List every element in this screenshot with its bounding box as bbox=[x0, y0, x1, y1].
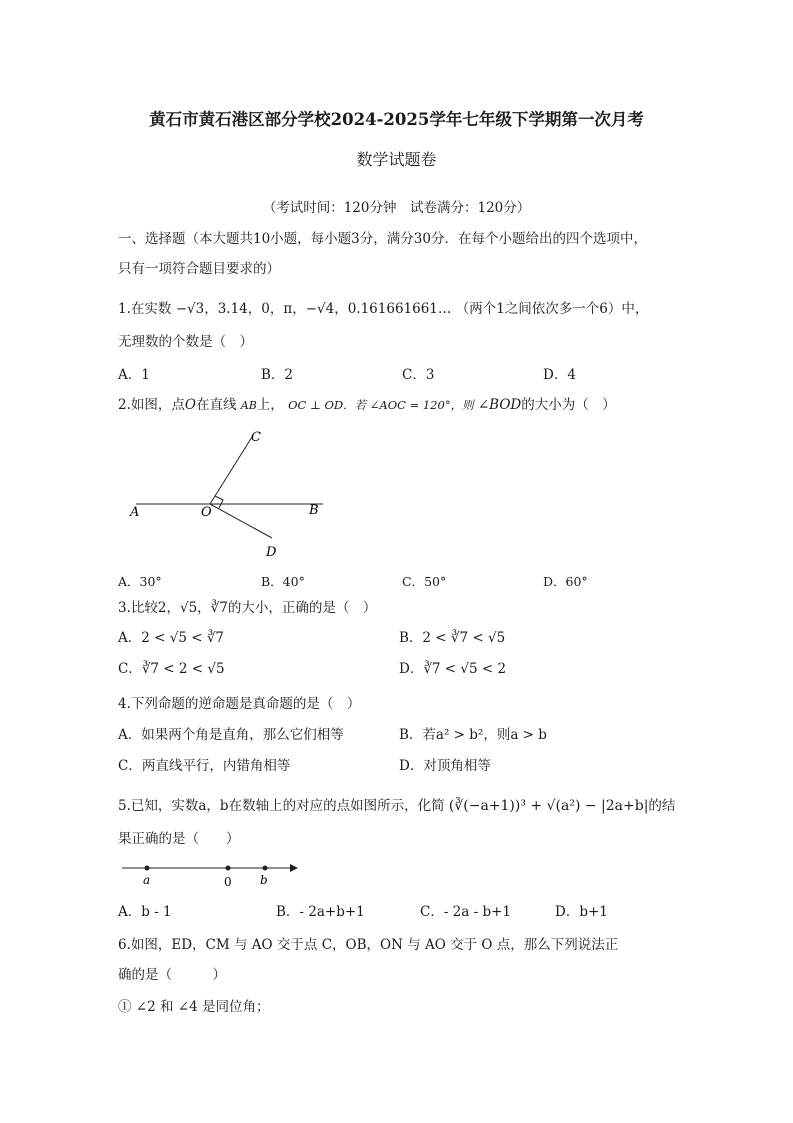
q3-option-a: A．2 < √5 < ∛7 bbox=[118, 630, 225, 646]
question-5 bbox=[118, 797, 675, 815]
q2-text-b: 在直线 bbox=[195, 397, 237, 413]
label-a: A bbox=[130, 505, 140, 520]
right-angle-mark bbox=[215, 496, 223, 508]
point-zero bbox=[226, 866, 231, 871]
q4-option-c: C．两直线平行，内错角相等 bbox=[118, 758, 291, 774]
question-3: 3.比较2，√5，∛7的大小，正确的是（ ） bbox=[118, 600, 377, 616]
label-o: O bbox=[201, 505, 212, 520]
paper-title: 黄石市黄石港区部分学校2024-2025学年七年级下学期第一次月考 bbox=[149, 110, 644, 129]
label-point-a: a bbox=[143, 873, 151, 887]
section-heading-cont: 只有一项符合题目要求的） bbox=[118, 261, 280, 277]
number-line bbox=[118, 856, 308, 890]
exam-info: （考试时间：120分钟 试卷满分：120分） bbox=[262, 200, 531, 216]
label-point-zero: 0 bbox=[224, 875, 232, 889]
q1-suffix: （两个1之间依次多一个6）中， bbox=[455, 301, 649, 317]
q2-option-c: C．50° bbox=[402, 574, 447, 589]
q3-option-b: B．2 < ∛7 < √5 bbox=[399, 630, 506, 646]
q2-angle: ∠BOD bbox=[477, 397, 522, 413]
point-b bbox=[263, 866, 268, 871]
q2-point-o: O bbox=[184, 397, 196, 413]
label-d: D bbox=[266, 545, 277, 560]
question-4: 4.下列命题的逆命题是真命题的是（ ） bbox=[118, 696, 361, 712]
q4-option-b: B．若a² > b²，则a > b bbox=[399, 727, 547, 743]
ray-oc bbox=[210, 437, 252, 504]
question-6: 6.如图，ED，CM 与 AO 交于点 C，OB，ON 与 AO 交于 O 点，那么下列说法正 bbox=[118, 937, 619, 953]
point-a bbox=[145, 866, 150, 871]
q1-prefix: 1.在实数 bbox=[118, 301, 172, 317]
q2-text-c: 上， bbox=[256, 397, 284, 413]
q5-text-b: 的结 bbox=[648, 798, 676, 814]
q1-option-b: B．2 bbox=[261, 367, 294, 383]
question-5-cont: 果正确的是（ ） bbox=[118, 831, 240, 847]
q5-option-c: C．- 2a - b+1 bbox=[420, 904, 512, 920]
label-b: B bbox=[309, 503, 319, 518]
q2-option-a: A．30° bbox=[118, 574, 162, 589]
q1-numbers: −√3，3.14，0，π，−√4，0.161661661… bbox=[175, 301, 452, 317]
paper-subtitle: 数学试题卷 bbox=[356, 150, 437, 169]
q5-option-b: B．- 2a+b+1 bbox=[276, 904, 365, 920]
question-1 bbox=[118, 300, 648, 318]
q2-option-d: D．60° bbox=[543, 574, 588, 589]
q4-option-a: A．如果两个角是直角，那么它们相等 bbox=[118, 727, 344, 743]
q5-text-a: 5.已知，实数a，b在数轴上的对应的点如图所示，化简 bbox=[118, 798, 445, 814]
section-heading: 一、选择题（本大题共10小题，每小题3分，满分30分．在每个小题给出的四个选项中， bbox=[118, 231, 647, 247]
label-point-b: b bbox=[260, 873, 268, 887]
q1-option-c: C．3 bbox=[402, 367, 435, 383]
question-2 bbox=[118, 396, 616, 415]
q3-option-c: C．∛7 < 2 < √5 bbox=[118, 661, 225, 677]
q5-expression: (∛(−a+1))³ + √(a²) − |2a+b| bbox=[448, 798, 649, 814]
q2-text-a: 2.如图，点 bbox=[118, 397, 185, 413]
q2-text-d: 的大小为（ ） bbox=[521, 397, 616, 413]
q6-statement-1: ① ∠2 和 ∠4 是同位角； bbox=[118, 999, 270, 1015]
question-6-cont: 确的是（ ） bbox=[118, 967, 226, 983]
q3-option-d: D．∛7 < √5 < 2 bbox=[399, 661, 507, 677]
arrow-right-icon bbox=[290, 864, 298, 872]
q2-relation: OC ⊥ OD．若 ∠AOC = 120°，则 bbox=[288, 398, 474, 412]
label-c: C bbox=[251, 430, 261, 445]
q1-option-d: D．4 bbox=[543, 367, 576, 383]
q2-line-ab: AB bbox=[240, 399, 257, 412]
q5-option-d: D．b+1 bbox=[555, 904, 608, 920]
q1-option-a: A．1 bbox=[118, 367, 150, 383]
question-1-cont: 无理数的个数是（ ） bbox=[118, 334, 253, 350]
q2-figure bbox=[118, 420, 348, 570]
q5-option-a: A．b - 1 bbox=[118, 904, 172, 920]
q2-option-b: B．40° bbox=[261, 574, 305, 589]
q4-option-d: D．对顶角相等 bbox=[399, 758, 491, 774]
ray-od bbox=[210, 504, 272, 538]
